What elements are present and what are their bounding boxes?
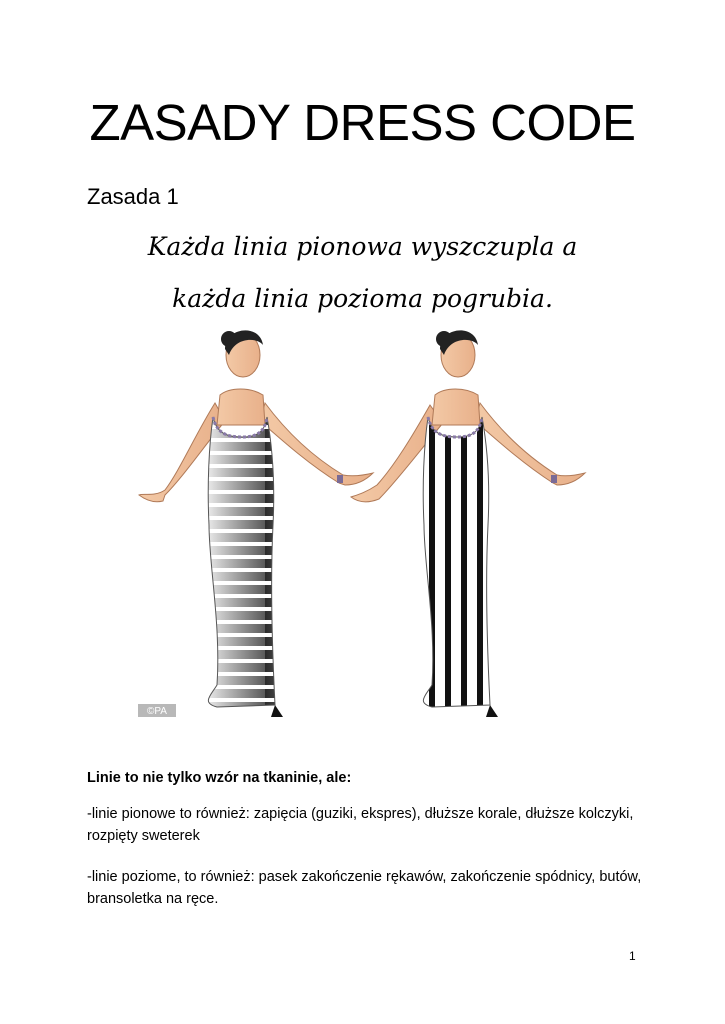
right-figure xyxy=(351,330,585,717)
rule-label: Zasada 1 xyxy=(87,184,179,209)
quote-line-1: Każda linia pionowa wyszczupla a xyxy=(147,232,578,261)
page-number: 1 xyxy=(629,949,636,963)
watermark-text: ©PA xyxy=(147,706,167,717)
quote-line-2: każda linia pozioma pogrubia. xyxy=(172,284,553,313)
dress-illustration xyxy=(125,325,595,725)
left-figure xyxy=(139,330,373,717)
intro-text: Linie to nie tylko wzór na tkaninie, ale: xyxy=(87,770,352,786)
paragraph-vertical-lines: -linie pionowe to również: zapięcia (guziki, ekspres), dłuższe korale, dłuższe kolczyki, rozpięty sweterek xyxy=(87,806,634,844)
paragraph-horizontal-lines: -linie poziome, to również: pasek zakończenie rękawów, zakończenie spódnicy, butów, bransoletka na ręce. xyxy=(87,869,642,907)
page-title: ZASADY DRESS CODE xyxy=(89,94,636,151)
